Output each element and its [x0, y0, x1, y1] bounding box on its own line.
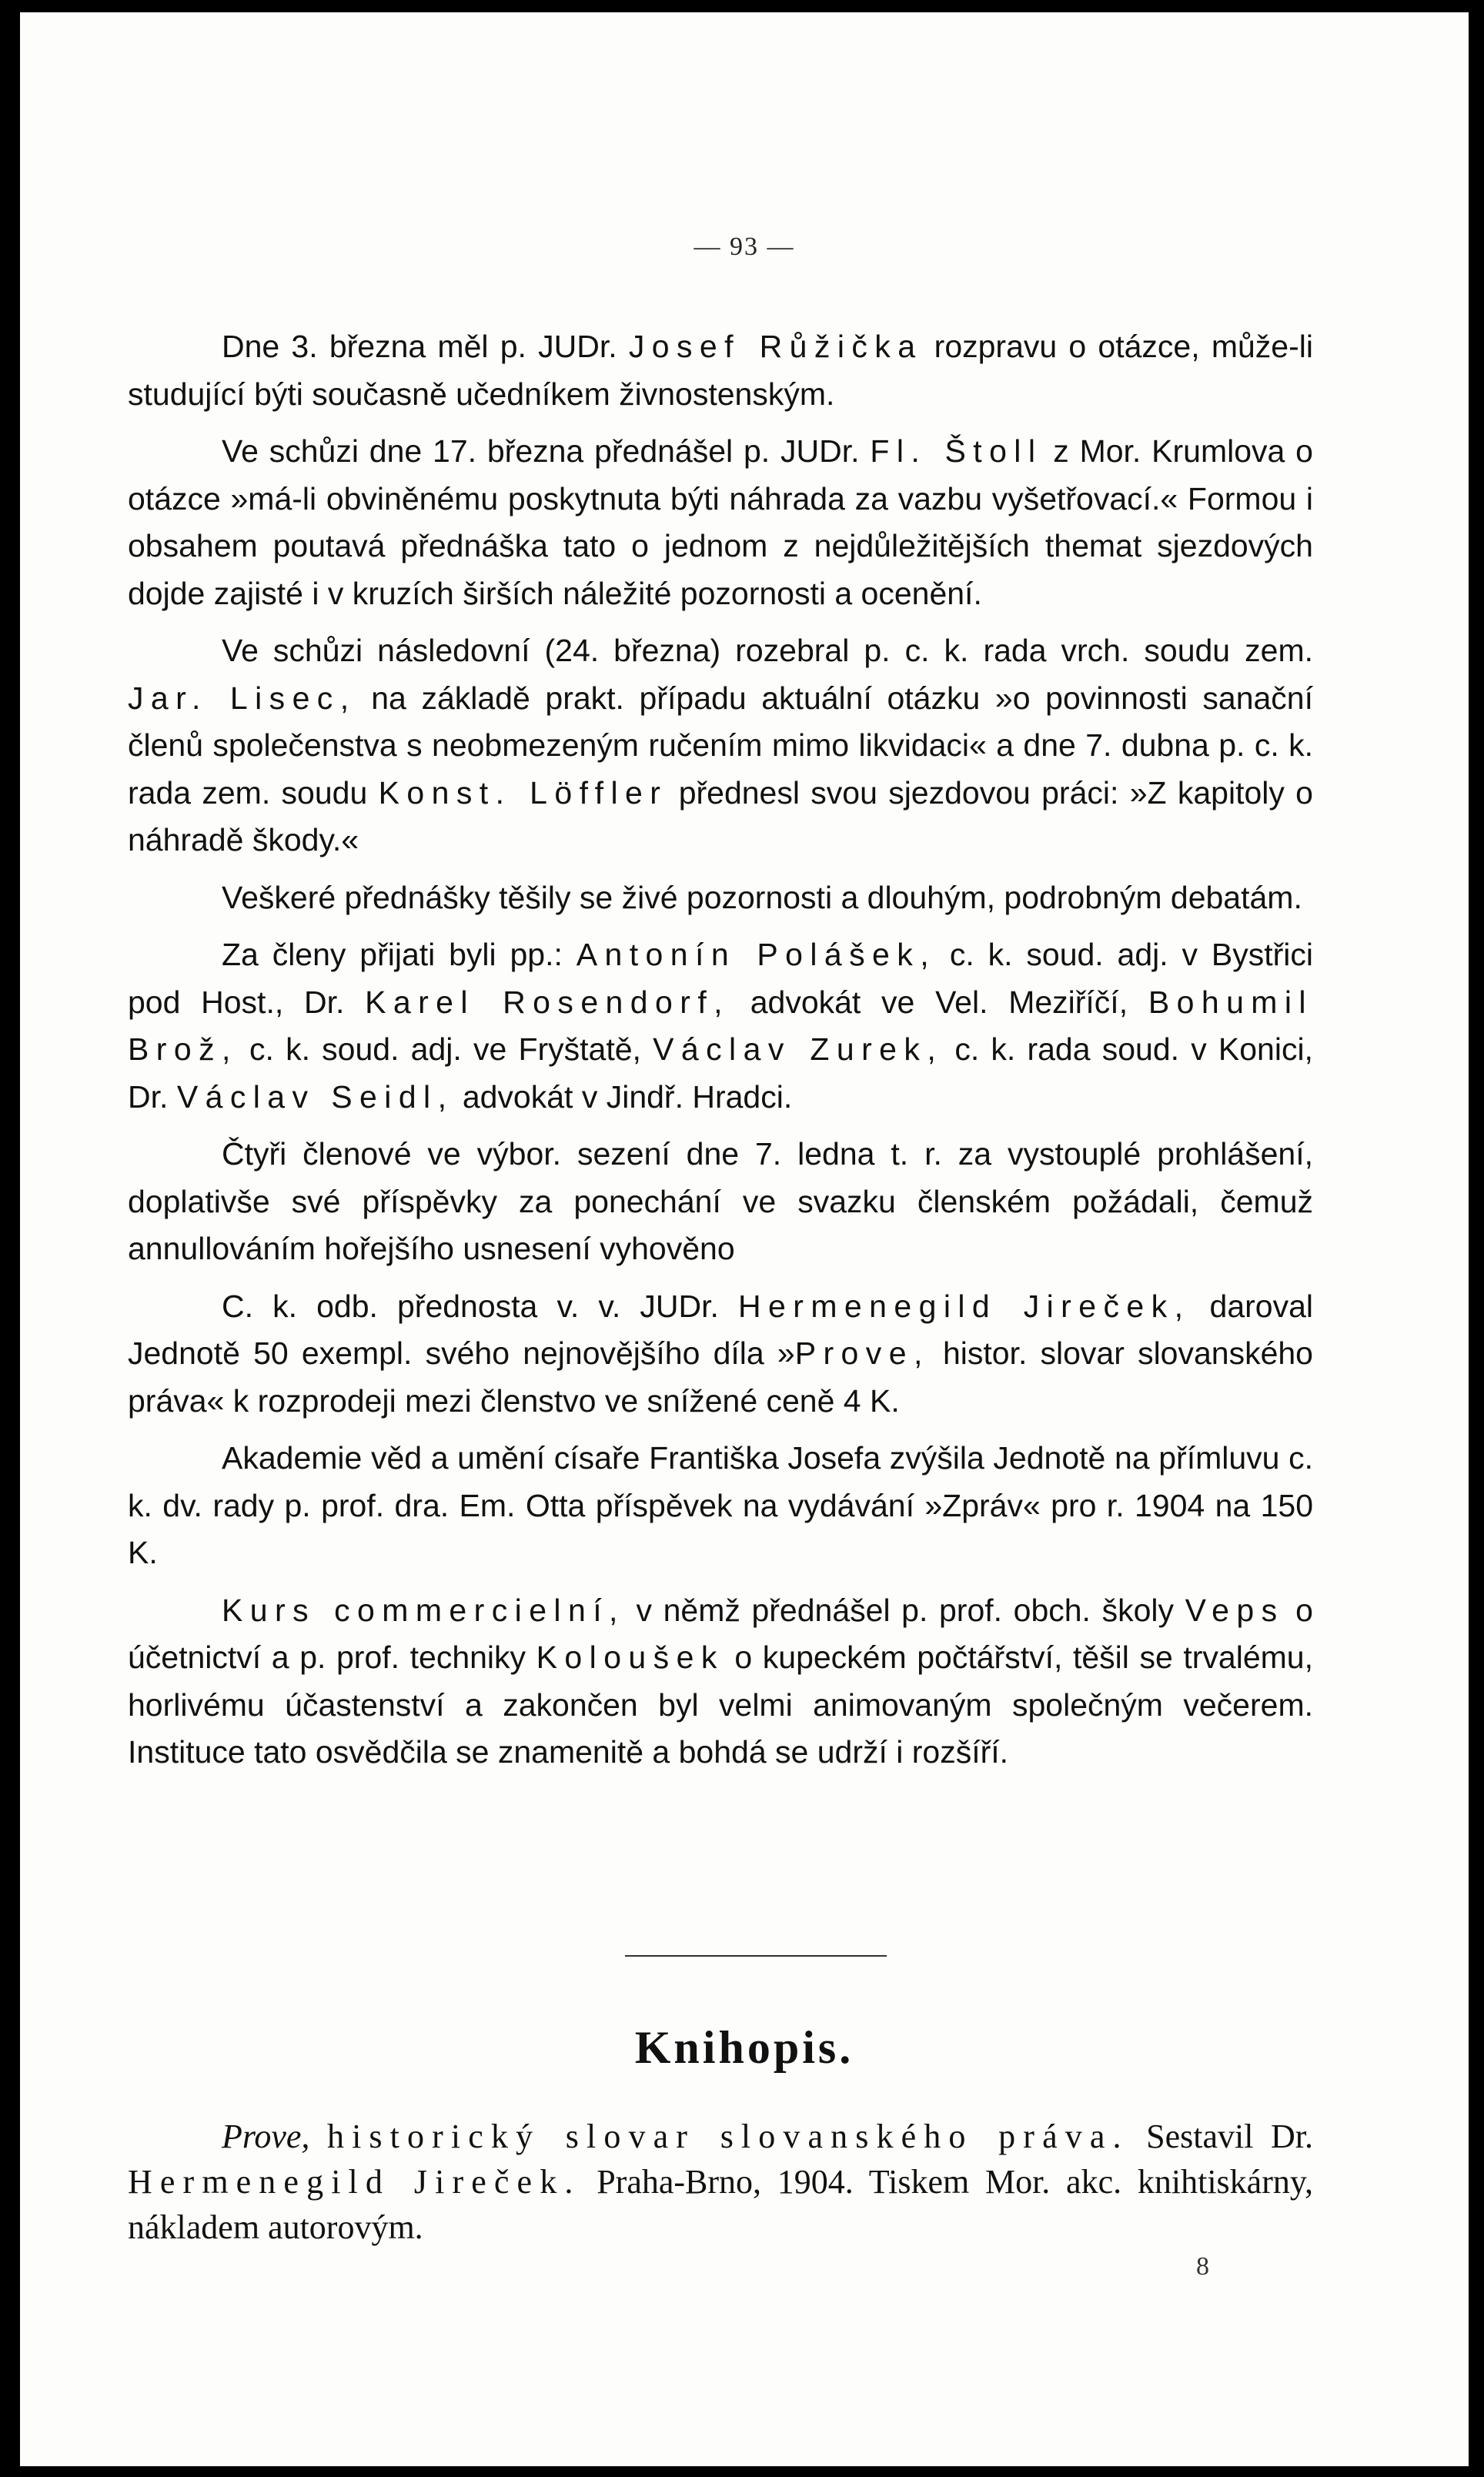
text-run: rozpravu o otázce, může-li studující býti současně učedníkem živnostenským.	[128, 329, 1313, 412]
imprint: Praha-Brno, 1904. Tiskem Mor. akc. knihtiskárny, nákladem autorovým.	[128, 2163, 1313, 2246]
author-name: Hermenegild Jireček.	[128, 2163, 581, 2201]
course-name: Kurs commercielní,	[222, 1592, 625, 1628]
person-name: Václav Zurek,	[653, 1031, 944, 1067]
text-run: Akademie věd a umění císaře Františka Josefa zvýšila Jednotě na přímluvu c. k. dv. rady p. prof. dra. Em. Otta příspěvek na vydávání »Zpráv« pro r. 1904 na 150 K.	[128, 1440, 1313, 1570]
person-name: Karel Rosendorf,	[365, 984, 730, 1020]
paragraph-1	[128, 323, 1313, 418]
person-name: Koloušek	[536, 1640, 724, 1675]
paragraph-7	[128, 1283, 1313, 1426]
page-number: — 93 —	[694, 232, 795, 261]
person-name: Bohumil Brož,	[128, 984, 1313, 1067]
paragraph-6	[128, 1131, 1313, 1273]
text-run: z Mor. Krumlova o otázce »má-li obviněnému poskytnuta býti náhrada za vazbu vyšetřovací.« Formou i obsahem poutavá přednáška tato o jednom z nejdůležitějších themat sjezdových dojde zajisté i v kruzích širších náležité pozornosti a ocenění.	[128, 433, 1313, 611]
section-divider	[625, 1955, 887, 1957]
person-name: Josef Růžička	[628, 329, 923, 364]
text-run: Ve schůzi následovní (24. března) rozebral p. c. k. rada vrch. soudu zem.	[222, 633, 1313, 668]
text-run: Čtyři členové ve výbor. sezení dne 7. ledna t. r. za vystouplé prohlášení, doplativše své příspěvky za ponechání ve svazku členském požádali, čemuž annullováním hořejšího usnesení vyhověno	[128, 1136, 1313, 1266]
person-name: Veps	[1185, 1592, 1285, 1628]
bibliography-entry	[128, 2114, 1313, 2250]
book-subtitle: historický slovar slovanského práva.	[326, 2118, 1129, 2155]
paragraph-4	[128, 874, 1313, 922]
text-run: c. k. soud. adj. v Bystřici pod Host., Dr.	[128, 937, 1313, 1020]
body-text	[128, 323, 1313, 1787]
paragraph-5	[128, 931, 1313, 1121]
person-name: Jar. Lisec,	[128, 680, 356, 716]
text-run: v němž přednášel p. prof. obch. školy	[636, 1592, 1174, 1628]
document-page	[20, 12, 1469, 2466]
text-run: c. k. rada soud. v Konici, Dr.	[128, 1031, 1313, 1115]
text-run: c. k. soud. adj. ve Fryštatě,	[249, 1031, 641, 1067]
text-run: o kupeckém počtářství, těšil se trvalému, horlivému účastenství a zakončen byl velmi animovaným společným večerem. Instituce tato osvědčila se znamenitě a bohdá se udrží i rozšíří.	[128, 1640, 1313, 1770]
text-run: daroval Jednotě 50 exempl. svého nejnovějšího díla »	[128, 1288, 1313, 1371]
text-run: Dne 3. března měl p. JUDr.	[222, 329, 617, 364]
text-run: advokát v Jindř. Hradci.	[462, 1078, 793, 1115]
paragraph-2	[128, 428, 1313, 617]
paragraph-3	[128, 627, 1313, 864]
text-run: přednesl svou sjezdovou práci: »Z kapitoly o náhradě škody.«	[128, 774, 1313, 857]
paragraph-9	[128, 1587, 1313, 1777]
person-name: Hermenegild Jireček,	[737, 1288, 1191, 1324]
text-run: na základě prakt. případu aktuální otázku »o povinnosti sanační členů společenstva s neobmezeným ručením mimo likvidaci« a dne 7. dubna p. c. k. rada zem. soudu	[128, 680, 1313, 811]
book-title: Prove,	[794, 1335, 930, 1371]
text-run: Sestavil Dr.	[1146, 2118, 1314, 2155]
text-run: C. k. odb. přednosta v. v. JUDr.	[222, 1288, 719, 1324]
text-run: Ve schůzi dne 17. března přednášel p. JUDr.	[222, 433, 860, 469]
section-heading: Knihopis.	[634, 2022, 854, 2073]
text-run: Veškeré přednášky těšily se živé pozornosti a dlouhým, podrobným debatám.	[222, 879, 1302, 915]
person-name: Václav Seidl,	[176, 1078, 454, 1115]
text-run: histor. slovar slovanského práva« k rozprodeji mezi členstvo ve snížené ceně 4 K.	[128, 1335, 1313, 1419]
text-run: advokát ve Vel. Meziříčí,	[750, 984, 1128, 1020]
text-run: Za členy přijati byli pp.:	[222, 937, 563, 972]
paragraph-8	[128, 1435, 1313, 1577]
person-name: Fl. Štoll	[870, 433, 1043, 469]
signature-mark: 8	[1196, 2252, 1209, 2281]
book-title: Prove,	[222, 2118, 310, 2155]
text-run: o účetnictví a p. prof. techniky	[128, 1592, 1313, 1675]
person-name: Antonín Polášek,	[576, 937, 937, 972]
person-name: Konst. Löffler	[378, 774, 668, 811]
